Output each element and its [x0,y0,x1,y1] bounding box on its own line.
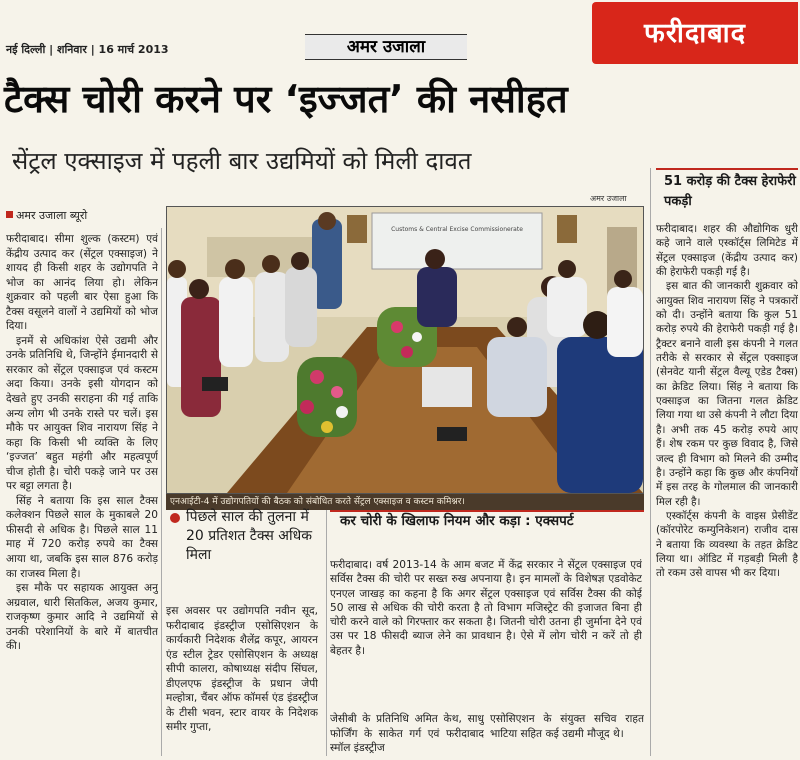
right-story-title: 51 करोड़ की टैक्स हेराफेरी पकड़ी [664,174,796,209]
city-section-tab: फरीदाबाद [592,2,798,64]
bottom-paragraph-1: जेसीबी के प्रतिनिधि अमित केथ, साधु फोर्जिंग के साकेत गर्ग एवं फरीदाबाद स्मॉल इंडस्ट्रीज [330,713,484,755]
right-paragraph-1: फरीदाबाद। शहर की औद्योगिक धुरी कहे जाने वाले एस्कॉर्ट्स लिमिटेड में सेंट्रल एक्साइज (केंद्रीय उत्पाद कर) की हेराफेरी पकड़ी गई है। [656,223,798,279]
bottom-column-1 [330,712,484,758]
subheadline: सेंट्रल एक्साइज में पहली बार उद्यमियों को मिली दावत [12,147,472,175]
mid-paragraph-1: इस अवसर पर उद्योगपति नवीन सूद, फरीदाबाद इंडस्ट्रीज एसोसिएशन के कार्यकारी निदेशक शैलेंद्र कपूर, आयरन एंड स्टील ट्रेडर एसोसिएशन के अध्यक्ष सीपी कालरा, कोषाध्यक्ष संदीप सिंघल, डीएलएफ इंडस्ट्रीज के प्रधान जेपी मल्होत्रा, चैंबर ऑफ कॉमर्स एंड इंडस्ट्रीज के टीसी भवन, स्टार वायर के निदेशक समीर गुप्ता, [166,605,318,734]
left-paragraph-3: सिंह ने बताया कि इस साल टैक्स कलेक्शन पिछले साल के मुकाबले 20 फीसदी से अधिक है। पिछले साल 11 माह में 720 करोड़ रुपये का टैक्स आया था, जबकि इस साल 876 करोड़ का राजस्व मिला है। [6,494,158,580]
bottom-paragraph-2: एसोसिएशन के संयुक्त सचिव राहत भाटिया सहित कई उद्यमी मौजूद थे। [490,713,644,740]
right-story-body [656,222,798,756]
column-divider [326,510,327,756]
meeting-photo [166,206,644,494]
photo-caption: एनआईटी-4 में उद्योगपतियों की बैठक को संबोधित करते सेंट्रल एक्साइज व कस्टम कमिश्नर। [166,494,644,510]
column-divider [650,168,651,756]
byline: अमर उजाला ब्यूरो [16,209,88,222]
banner-text: Customs & Central Excise Commissionerate [391,226,523,233]
masthead-logo: अमर उजाला [305,34,467,60]
byline-bullet-icon [6,211,13,218]
expert-box-paragraph: फरीदाबाद। वर्ष 2013-14 के आम बजट में केंद्र सरकार ने सेंट्रल एक्साइज एवं सर्विस टैक्स की चोरी पर सख्त रुख अपनाया है। इन मामलों के विशेषज्ञ एडवोकेट एनएल जाखड़ का कहना है कि अगर सेंट्रल एक्साइज एवं सर्विस टैक्स की कोई 50 लाख से अधिक की चोरी करता है तो विभाग मजिस्ट्रेट की इजाजत बिना ही चोरी करने वाले को गिरफ्तार कर सकता है। जितनी चोरी उतना ही जुर्माना देने एवं उस पर 18 फीसदी ब्याज लेने का प्रावधान है। ऐसे में लोग चोरी न करें तो ही बेहतर है। [330,559,642,657]
left-paragraph-2: इनमें से अधिकांश ऐसे उद्यमी और उनके प्रतिनिधि थे, जिन्होंने ईमानदारी से सरकार को सेंट्रल एक्साइज एवं कस्टम अदा किया। उनके इसी योगदान को देखते हुए उनकी सराहना की गई ताकि अन्य लोग भी उनके रास्ते पर चलें। इस मौके पर आयुक्त शिव नारायण सिंह ने कहा कि किसी भी व्यक्ति के लिए ‘इज्जत’ बहुत महंगी और महत्वपूर्ण चीज होती है। चोरी पकड़े जाने पर उस पर बट्टा लगता है। [6,334,158,493]
expert-box-body [330,558,642,688]
left-paragraph-4: इस मौके पर सहायक आयुक्त अनु अग्रवाल, धारी सितकिल, अजय कुमार, राजकृष्ण कुमार आदि ने उद्यमियों से उनकी परेशानियों के बारे में बातचीत की। [6,582,158,653]
right-paragraph-2: इस बात की जानकारी शुक्रवार को आयुक्त शिव नारायण सिंह ने पत्रकारों को दी। उन्होंने बताया कि कुल 51 करोड़ रुपये की हेराफेरी पकड़ी गई है। ट्रैक्टर बनाने वाली इस कंपनी ने गलत तरीके से सरकार से सेंट्रल एक्साइज (सेनवेट यानी सेंट्रल वैल्यू एडेड टैक्स) का क्रेडिट लिया। सिंह ने बताया कि एक्साइज का जितना गलत क्रेडिट लिया गया था उसे कंपनी ने लौटा दिया है। अभी तक 45 करोड़ रुपये आए हैं। शेष रकम पर कुछ विवाद है, जिसे जल्द ही विभाग को मिलने की उम्मीद है। उन्होंने कहा कि कुछ और कंपनियों में इस तरह के गोलमाल की जानकारी मिल रही है। [656,280,798,508]
dateline: नई दिल्ली | शनिवार | 16 मार्च 2013 [6,43,169,56]
expert-box-title: कर चोरी के खिलाफ नियम और कड़ा : एक्सपर्ट [340,513,574,529]
article-left-column [6,232,158,754]
photo-credit: अमर उजाला [590,194,627,203]
left-paragraph-1: फरीदाबाद। सीमा शुल्क (कस्टम) एवं केंद्रीय उत्पाद कर (सेंट्रल एक्साइज) ने शायद ही किसी शहर के उद्योगपति ने भोज का आनंद लिया हो। लेकिन शुक्रवार को पहली बार ऐसा हुआ कि टैक्स वसूलने वालों ने उद्यमियों को भोज दिया। [6,233,158,333]
callout-bullet-icon [170,513,180,523]
pull-quote: पिछले साल की तुलना में 20 प्रतिशत टैक्स अधिक मिला [186,509,312,563]
article-mid-column [166,604,318,756]
headline: टैक्स चोरी करने पर ‘इज्जत’ की नसीहत [4,77,568,121]
right-paragraph-3: एस्कॉर्ट्स कंपनी के वाइस प्रेसीडेंट (कॉरपोरेट कम्युनिकेशन) राजीव दास ने बताया कि व्यवस्था के तहत क्रेडिट लिया था। ऑडिट में गड़बड़ी मिली है तो रकम उसे वापस भी कर दिया। [656,509,798,580]
bottom-column-2 [490,712,644,758]
column-divider [161,228,162,756]
